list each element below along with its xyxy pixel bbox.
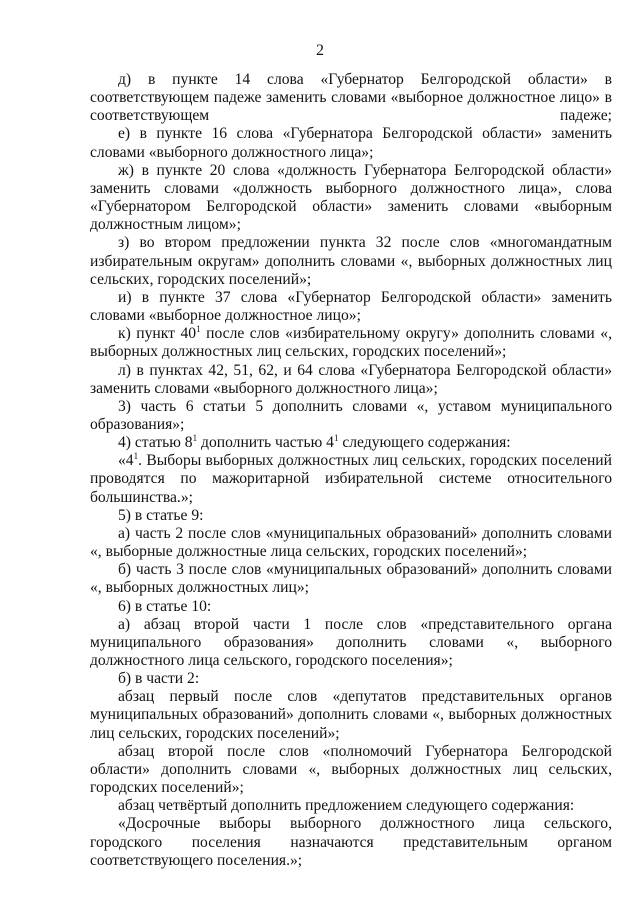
paragraph-quote-early-elections: «Досрочные выборы выборного должностного лица сельского, городского поселения назначаются представительным органом соответствующего поселения.»; — [90, 815, 612, 869]
paragraph-z: з) во втором предложении пункта 32 после слов «многомандатным избирательным округам» дополнить словами «, выборных должностных лиц сельских, городских поселений»; — [90, 234, 612, 288]
paragraph-item-3: 3) часть 6 статьи 5 дополнить словами «, уставом муниципального образования»; — [90, 397, 612, 433]
page-number: 2 — [316, 42, 324, 59]
paragraph-e: е) в пункте 16 слова «Губернатора Белгородской области» заменить словами «выборного должностного лица»; — [90, 125, 612, 161]
paragraph-abzac-4: абзац четвёртый дополнить предложением следующего содержания: — [118, 797, 575, 815]
paragraph-abzac-2: абзац второй после слов «полномочий Губернатора Белгородской области» дополнить словами «, выборных должностных лиц сельских, городских поселений»; — [90, 742, 612, 797]
paragraph-l: л) в пунктах 42, 51, 62, и 64 слова «Губернатора Белгородской области» заменить словами «выборного должностного лица»; — [90, 361, 612, 397]
paragraph-item-5: 5) в статье 9: — [118, 506, 204, 524]
paragraph-5b: б) часть 3 после слов «муниципальных образований» дополнить словами «, выборных должностных лиц»; — [90, 561, 612, 597]
paragraph-k: к) пункт $40^1$ после слов «избирательному округу» дополнить словами «, выборных должностных лиц сельских, городских поселений»; — [90, 324, 612, 361]
paragraph-6b: б) в части 2: — [118, 670, 200, 688]
paragraph-item-6: 6) в статье 10: — [118, 597, 212, 615]
paragraph-i: и) в пункте 37 слова «Губернатор Белгородской области» заменить словами «выборное должностное лицо»; — [90, 288, 612, 325]
paragraph-abzac-1: абзац первый после слов «депутатов представительных органов муниципальных образований» дополнить словами «, выборных должностных лиц сельских, городских поселений»; — [90, 688, 612, 742]
paragraph-d: д) в пункте 14 слова «Губернатор Белгородской области» в соответствующем падеже заменить словами «выборное должностное лицо» в соответствующем падеже; — [90, 71, 612, 125]
paragraph-6a: а) абзац второй части 1 после слов «представительного органа муниципального образования» дополнить словами «, выборного должностного лица сельского, городского поселения»; — [90, 615, 612, 669]
document-body — [90, 71, 612, 870]
paragraph-quote-4-1: «$4^1$. Выборы выборных должностных лиц сельских, городских поселений проводятся по мажоритарной избирательной системе относительного большинства.»; — [90, 451, 612, 506]
paragraph-zh: ж) в пункте 20 слова «должность Губернатора Белгородской области» заменить словами «должность выборного должностного лица», слова «Губернатором Белгородской области» заменить словами «выборным должностным лицом»; — [90, 161, 612, 234]
paragraph-item-4: 4) статью $8^1$ дополнить частью $4^1$ следующего содержания: — [118, 433, 511, 452]
paragraph-5a: а) часть 2 после слов «муниципальных образований» дополнить словами «, выборные должностные лица сельских, городских поселений»; — [90, 524, 612, 561]
